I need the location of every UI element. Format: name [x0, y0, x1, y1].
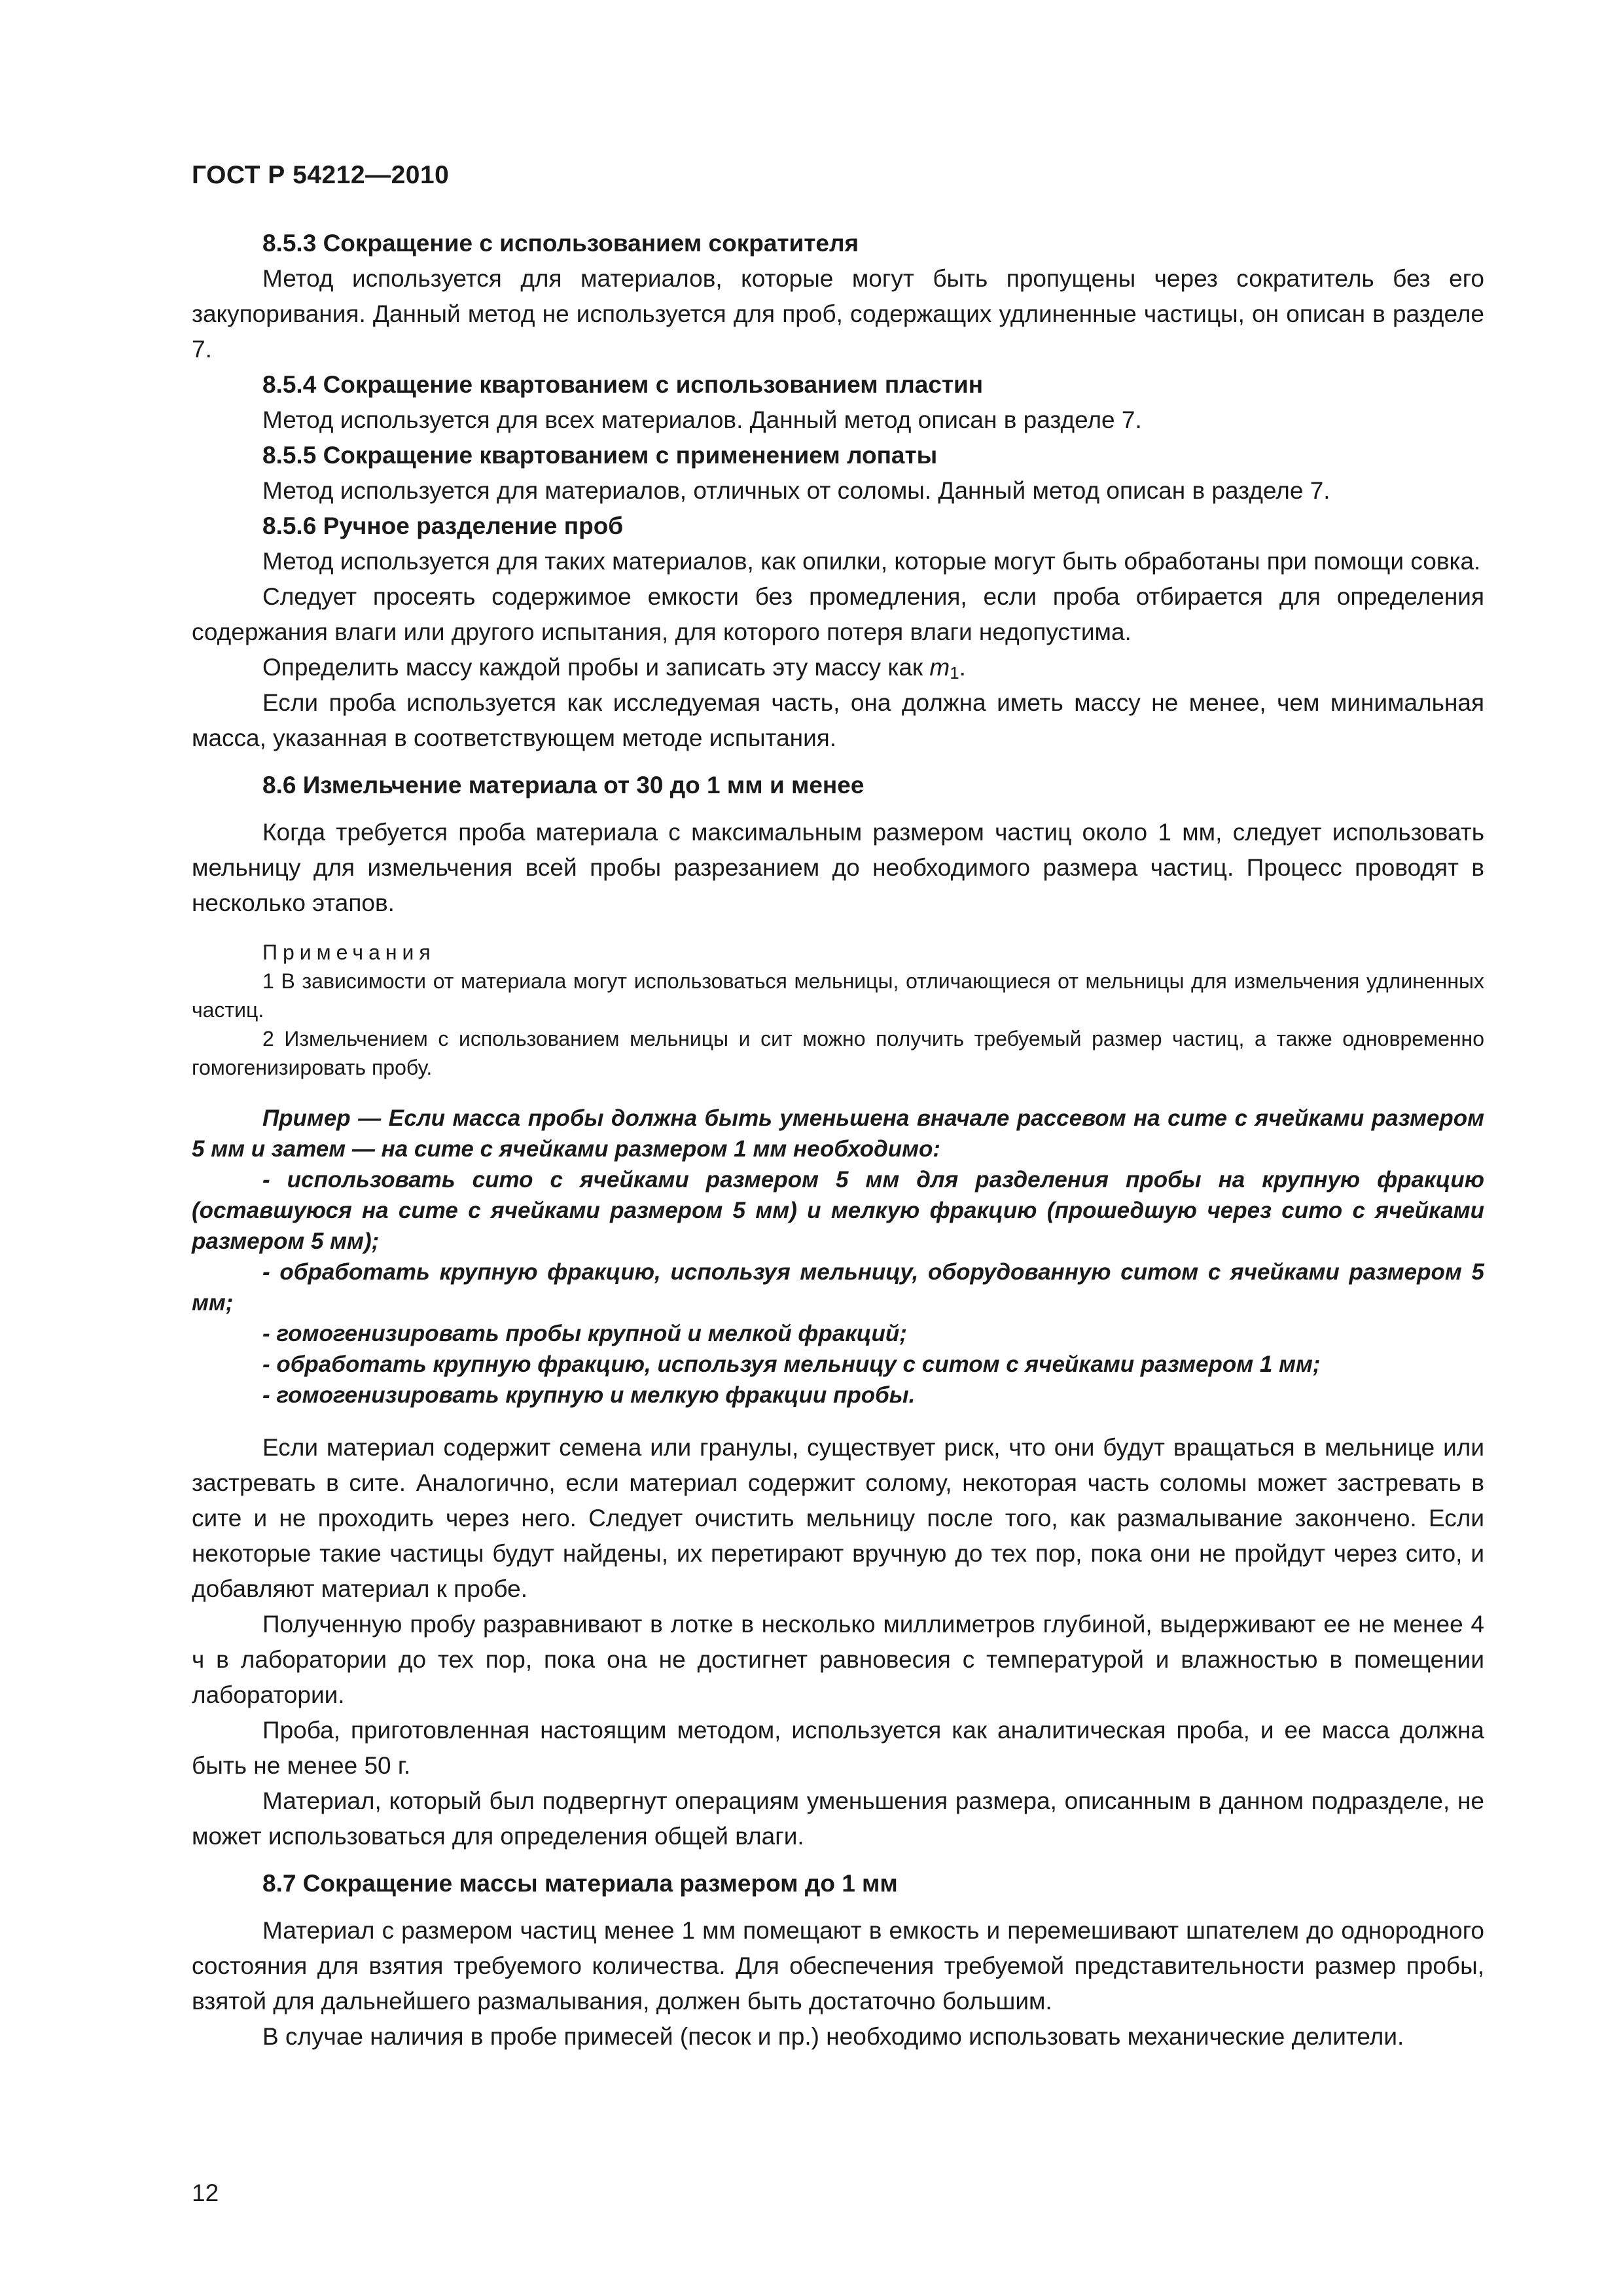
section-8-5-6-title: 8.5.6 Ручное разделение проб [262, 512, 624, 539]
section-8-6-paragraph-3: Полученную пробу разравнивают в лотке в несколько миллиметров глубиной, выдерживают ее не менее 4 ч в лаборатории до тех пор, пока она не достигнет равновесия с температурой и влажностью в помещении лаборатории. [192, 1611, 1484, 1708]
section-8-5-6-paragraph-3 [192, 650, 1484, 685]
section-8-5-5-paragraph: Метод используется для материалов, отличных от соломы. Данный метод описан в разделе 7. [262, 477, 1330, 504]
example-item: - гомогенизировать пробы крупной и мелкой фракций; [262, 1321, 907, 1346]
example-item: - гомогенизировать крупную и мелкую фракции пробы. [262, 1382, 916, 1408]
note-1: 1 В зависимости от материала могут использоваться мельницы, отличающиеся от мельницы для измельчения удлиненных частиц. [192, 969, 1484, 1022]
section-8-6-paragraph-1: Когда требуется проба материала с максимальным размером частиц около 1 мм, следует использовать мельницу для измельчения всей пробы разрезанием до необходимого размера частиц. Процесс проводят в несколько этапов. [192, 819, 1484, 916]
section-8-7-paragraph-1: Материал с размером частиц менее 1 мм помещают в емкость и перемешивают шпателем до однородного состояния для взятия требуемого количества. Для обеспечения требуемой представительности размер пробы, взятой для дальнейшего размалывания, должен быть достаточно большим. [192, 1917, 1484, 2015]
section-8-7-paragraph-2: В случае наличия в пробе примесей (песок и пр.) необходимо использовать механические делители. [262, 2023, 1404, 2050]
example-intro: Пример — Если масса пробы должна быть уменьшена вначале рассевом на сите с ячейками размером 5 мм и затем — на сите с ячейками размером 1 мм необходимо: [192, 1105, 1484, 1162]
section-8-5-6-paragraph-1: Метод используется для таких материалов, как опилки, которые могут быть обработаны при помощи совка. [262, 548, 1481, 575]
section-8-5-6-paragraph-4: Если проба используется как исследуемая часть, она должна иметь массу не менее, чем минимальная масса, указанная в соответствующем методе испытания. [192, 689, 1484, 751]
mass-variable: m [929, 654, 950, 681]
section-8-6-paragraph-4: Проба, приготовленная настоящим методом, используется как аналитическая проба, и ее масса должна быть не менее 50 г. [192, 1717, 1484, 1779]
mass-text: Определить массу каждой пробы и записать эту массу как [262, 654, 930, 681]
section-8-6-paragraph-2: Если материал содержит семена или гранулы, существует риск, что они будут вращаться в мельнице или застревать в сите. Аналогично, если материал содержит солому, некоторая часть соломы может застревать в сите и не проходить через него. Следует очистить мельницу после того, как размалывание закончено. Если некоторые такие частицы будут найдены, их перетирают вручную до тех пор, пока они не пройдут через сито, и добавляют материал к пробе. [192, 1434, 1484, 1602]
example-item: - использовать сито с ячейками размером 5 мм для разделения пробы на крупную фракцию (оставшуюся на сите с ячейками размером 5 мм) и мелкую фракцию (прошедшую через сито с ячейками размером 5 мм); [192, 1167, 1484, 1254]
section-8-7-title: 8.7 Сокращение массы материала размером до 1 мм [262, 1870, 898, 1897]
section-8-5-4-paragraph: Метод используется для всех материалов. Данный метод описан в разделе 7. [262, 406, 1142, 433]
note-2: 2 Измельчением с использованием мельницы и сит можно получить требуемый размер частиц, а также одновременно гомогенизировать пробу. [192, 1027, 1484, 1079]
document-code-header: ГОСТ Р 54212—2010 [192, 161, 450, 189]
example-item: - обработать крупную фракцию, используя мельницу с ситом с ячейками размером 1 мм; [262, 1352, 1321, 1377]
section-8-6-paragraph-5: Материал, который был подвергнут операциям уменьшения размера, описанным в данном подразделе, не может использоваться для определения общей влаги. [192, 1787, 1484, 1850]
section-8-5-5-title: 8.5.5 Сокращение квартованием с применением лопаты [262, 442, 938, 469]
notes-title: Примечания [262, 941, 436, 964]
example-item: - обработать крупную фракцию, используя мельницу, оборудованную ситом с ячейками размером 5 мм; [192, 1259, 1484, 1316]
section-8-5-4-title: 8.5.4 Сокращение квартованием с использованием пластин [262, 371, 984, 398]
section-8-5-3-paragraph: Метод используется для материалов, которые могут быть пропущены через сократитель без его закупоривания. Данный метод не используется для проб, содержащих удлиненные частицы, он описан в разделе 7. [192, 265, 1484, 363]
section-8-6-title: 8.6 Измельчение материала от 30 до 1 мм и менее [262, 772, 865, 798]
document-body [192, 226, 1484, 2054]
section-8-5-6-paragraph-2: Следует просеять содержимое емкости без промедления, если проба отбирается для определения содержания влаги или другого испытания, для которого потеря влаги недопустима. [192, 583, 1484, 645]
page-number: 12 [192, 2179, 219, 2206]
section-8-5-3-title: 8.5.3 Сокращение с использованием сократителя [262, 230, 859, 257]
mass-text-end: . [959, 654, 966, 681]
example-block [192, 1103, 1484, 1410]
mass-subscript: 1 [950, 664, 959, 683]
